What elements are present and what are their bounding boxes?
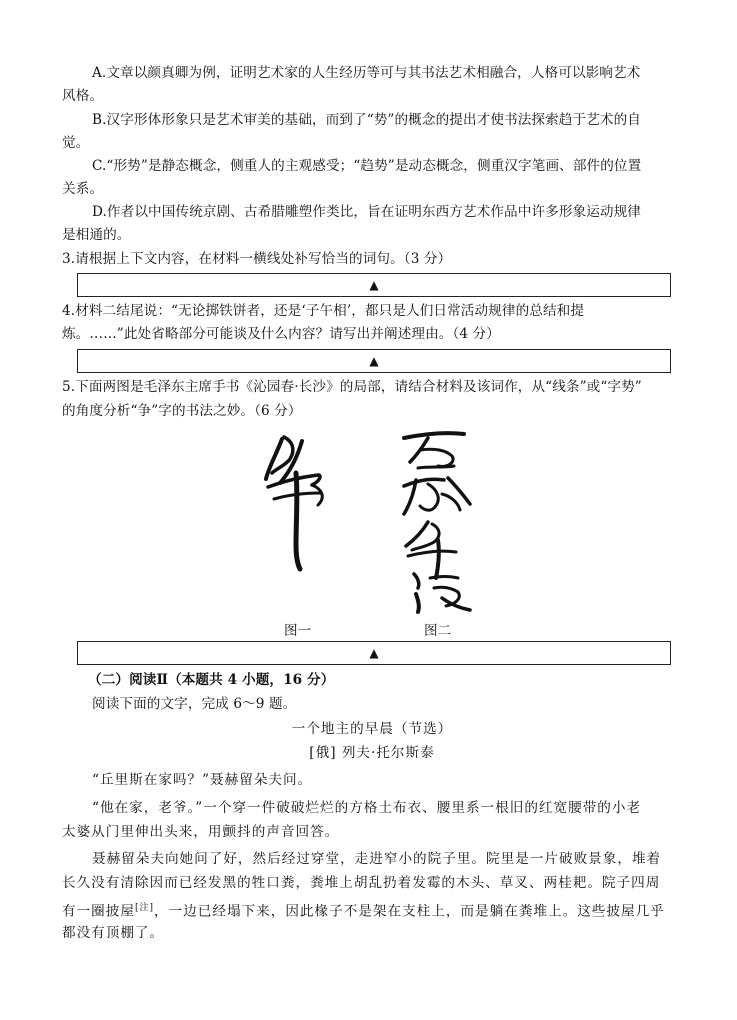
passage-title: 一个地主的早晨（节选）	[291, 721, 453, 737]
question-3: 3.请根据上下文内容，在材料一横线处补写恰当的词句。（3 分）	[62, 251, 452, 267]
footnote-marker[interactable]: [注]	[134, 903, 154, 913]
passage-paragraph-3-line2: 长久没有清除因而已经发黑的牲口粪，粪堆上胡乱扔着发霉的木头、草叉、两桂耙。院子四周	[62, 875, 661, 891]
answer-marker-icon: ▲	[369, 354, 379, 368]
question-5-line2: 的角度分析“争”字的书法之妙。（6 分）	[62, 403, 302, 419]
q3-answer-box[interactable]	[77, 273, 671, 297]
option-d-line2: 是相通的。	[62, 227, 131, 243]
figure-2-caption: 图二	[424, 623, 452, 639]
option-a-line2: 风格。	[62, 88, 104, 104]
calligraphy-figure-1	[262, 425, 334, 575]
option-d-line1: D.作者以中国传统京剧、古希腊雕塑作类比，旨在证明东西方艺术作品中许多形象运动规律	[92, 204, 641, 220]
section-instruction: 阅读下面的文字，完成 6～9 题。	[92, 696, 297, 712]
question-4-line2: 炼。……”此处省略部分可能谈及什么内容？请写出并阐述理由。（4 分）	[62, 326, 500, 342]
passage-paragraph-2-line2: 太婆从门里伸出头来，用颤抖的声音回答。	[62, 824, 340, 840]
answer-marker-icon: ▲	[369, 646, 379, 660]
q4-answer-box[interactable]	[77, 349, 671, 373]
q5-answer-box[interactable]	[77, 641, 671, 665]
text-run: ，一边已经塌下来，因此椽子不是架在支柱上，而是躺在粪堆上。这些披屋几乎	[154, 903, 665, 920]
passage-paragraph-3-line1: 聂赫留朵夫向她问了好，然后经过穿堂，走进窄小的院子里。院里是一片破败景象，堆着	[92, 851, 662, 867]
calligraphy-figure-2	[398, 428, 478, 616]
option-b-line1: B.汉字形体形象只是艺术审美的基础，而到了“势”的概念的提出才使书法探索趋于艺术的自	[92, 112, 641, 128]
answer-marker-icon: ▲	[369, 278, 379, 292]
question-5-line1: 5.下面两图是毛泽东主席手书《沁园春·长沙》的局部，请结合材料及该词作，从“线条”或“字势”	[62, 379, 642, 395]
passage-paragraph-2-line1: “他在家，老爷。”一个穿一件破破烂烂的方格土布衣、腰里系一根旧的红宽腰带的小老	[92, 800, 642, 816]
text-run: 有一圈披屋	[62, 903, 135, 920]
passage-author: [俄] 列夫·托尔斯泰	[309, 745, 435, 761]
option-c-line1: C.“形势”是静态概念，侧重人的主观感受；“趋势”是动态概念，侧重汉字笔画、部件的位置	[92, 158, 642, 174]
passage-paragraph-3-line3	[62, 897, 682, 924]
option-a-line1: A.文章以颜真卿为例，证明艺术家的人生经历等可与其书法艺术相融合，人格可以影响艺术	[92, 65, 641, 81]
option-b-line2: 觉。	[62, 135, 90, 151]
option-c-line2: 关系。	[62, 181, 104, 197]
question-4-line1: 4.材料二结尾说：“无论掷铁饼者，还是‘子午相’，都只是人们日常活动规律的总结和提	[62, 303, 585, 319]
figure-1-caption: 图一	[284, 623, 312, 639]
section-heading: （二）阅读Ⅱ（本题共 4 小题，16 分）	[88, 672, 335, 688]
passage-paragraph-3-line4: 都没有顶棚了。	[62, 925, 165, 941]
passage-paragraph-1: “丘里斯在家吗？”聂赫留朵夫问。	[92, 772, 313, 788]
